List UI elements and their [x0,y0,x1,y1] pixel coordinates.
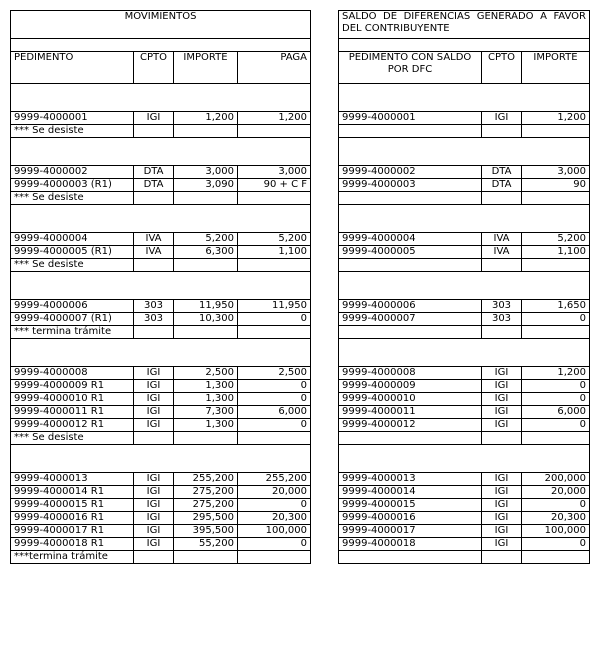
empty-cell [134,192,174,205]
cpto-cell: IGI [134,538,174,551]
cpto-cell: IGI [134,473,174,486]
cpto-cell: IVA [482,233,522,246]
empty-cell [238,192,311,205]
paga-header: PAGA [238,52,311,84]
empty-cell [134,551,174,564]
gap-row [11,84,311,112]
pedimento-cell: 9999-4000009 R1 [11,380,134,393]
pedimento-saldo-cell: 9999-4000016 [339,512,482,525]
paga-cell: 2,500 [238,367,311,380]
note-cell: *** Se desiste [11,432,134,445]
pedimento-saldo-cell: 9999-4000003 [339,179,482,192]
saldo-row [339,486,590,499]
empty-cell [339,192,482,205]
saldo-table [338,10,590,564]
note-row [339,326,590,339]
cpto-cell: IGI [134,367,174,380]
spacer [339,39,590,52]
saldo-row [339,233,590,246]
empty-cell [522,326,590,339]
cpto-cell: IGI [134,380,174,393]
movimiento-row [11,313,311,326]
gap-row [339,138,590,166]
gap [339,272,590,300]
empty-cell [339,551,482,564]
pedimento-cell: 9999-4000007 (R1) [11,313,134,326]
saldo-row [339,406,590,419]
importe-cell: 395,500 [174,525,238,538]
pedimento-header: PEDIMENTO [11,52,134,84]
cpto-cell: IGI [482,380,522,393]
cpto-cell: IGI [482,486,522,499]
importe-cell: 7,300 [174,406,238,419]
empty-cell [174,259,238,272]
title-row [11,11,311,39]
movimiento-row [11,499,311,512]
empty-cell [238,432,311,445]
spacer [11,39,311,52]
gap [339,445,590,473]
cpto-cell: 303 [482,300,522,313]
importe-cell: 275,200 [174,499,238,512]
empty-cell [339,432,482,445]
movimiento-row [11,367,311,380]
cpto-cell: 303 [482,313,522,326]
empty-cell [482,259,522,272]
importe-saldo-cell: 20,300 [522,512,590,525]
pedimento-saldo-cell: 9999-4000015 [339,499,482,512]
pedimento-cell: 9999-4000011 R1 [11,406,134,419]
note-row [11,432,311,445]
saldo-row [339,419,590,432]
paga-cell: 20,300 [238,512,311,525]
note-row [11,192,311,205]
paga-cell: 5,200 [238,233,311,246]
importe-saldo-cell: 3,000 [522,166,590,179]
cpto-cell: IGI [134,499,174,512]
importe-cell: 3,090 [174,179,238,192]
empty-cell [238,326,311,339]
paga-cell: 255,200 [238,473,311,486]
importe-saldo-cell: 200,000 [522,473,590,486]
importe-saldo-cell: 0 [522,313,590,326]
cpto-cell: IVA [482,246,522,259]
gap [11,138,311,166]
pedimento-saldo-cell: 9999-4000001 [339,112,482,125]
empty-cell [238,125,311,138]
cpto-cell: IGI [482,393,522,406]
saldo-row [339,512,590,525]
importe-cell: 11,950 [174,300,238,313]
saldo-row [339,166,590,179]
pedimento-cell: 9999-4000010 R1 [11,393,134,406]
saldo-row [339,300,590,313]
saldo-row [339,380,590,393]
importe-saldo-cell: 5,200 [522,233,590,246]
note-row [11,326,311,339]
cpto-cell: DTA [134,179,174,192]
importe-cell: 10,300 [174,313,238,326]
pedimento-cell: 9999-4000003 (R1) [11,179,134,192]
pedimento-cell: 9999-4000012 R1 [11,419,134,432]
movimiento-row [11,525,311,538]
cpto-header: CPTO [134,52,174,84]
paga-cell: 90 + C F [238,179,311,192]
importe-cell: 1,200 [174,112,238,125]
gap-row [339,84,590,112]
movimiento-row [11,406,311,419]
importe-saldo-cell: 6,000 [522,406,590,419]
movimientos-table [10,10,311,564]
empty-cell [522,125,590,138]
cpto-cell: IGI [482,473,522,486]
importe-saldo-cell: 1,200 [522,367,590,380]
movimiento-row [11,419,311,432]
empty-cell [134,326,174,339]
gap-row [11,138,311,166]
movimiento-row [11,380,311,393]
header-row [11,52,311,84]
importe-saldo-cell: 0 [522,499,590,512]
gap [11,272,311,300]
gap-row [339,445,590,473]
movimiento-row [11,233,311,246]
cpto-cell: IGI [134,525,174,538]
gap [11,445,311,473]
note-row [339,432,590,445]
pedimento-saldo-cell: 9999-4000010 [339,393,482,406]
pedimento-saldo-cell: 9999-4000002 [339,166,482,179]
paga-cell: 1,100 [238,246,311,259]
spacer-row [339,39,590,52]
saldo-row [339,246,590,259]
cpto-cell: 303 [134,300,174,313]
movimiento-row [11,538,311,551]
movimiento-row [11,473,311,486]
pedimento-cell: 9999-4000014 R1 [11,486,134,499]
gap [339,138,590,166]
empty-cell [522,551,590,564]
saldo-row [339,499,590,512]
gap-row [339,205,590,233]
movimiento-row [11,166,311,179]
gap-row [11,339,311,367]
empty-cell [482,326,522,339]
importe-header: IMPORTE [522,52,590,84]
note-cell: ***termina trámite [11,551,134,564]
pedimento-saldo-cell: 9999-4000009 [339,380,482,393]
pedimento-saldo-cell: 9999-4000012 [339,419,482,432]
cpto-cell: IGI [482,419,522,432]
paga-cell: 0 [238,499,311,512]
importe-saldo-cell: 0 [522,419,590,432]
importe-saldo-cell: 1,650 [522,300,590,313]
paga-cell: 0 [238,538,311,551]
gap-row [11,205,311,233]
pedimento-saldo-cell: 9999-4000017 [339,525,482,538]
note-cell: *** Se desiste [11,259,134,272]
cpto-cell: IGI [482,499,522,512]
importe-cell: 1,300 [174,419,238,432]
empty-cell [134,125,174,138]
empty-cell [134,432,174,445]
paga-cell: 0 [238,313,311,326]
empty-cell [482,551,522,564]
cpto-cell: IGI [482,525,522,538]
movimiento-row [11,486,311,499]
cpto-cell: DTA [482,166,522,179]
importe-cell: 5,200 [174,233,238,246]
importe-cell: 6,300 [174,246,238,259]
cpto-cell: IGI [134,393,174,406]
pedimento-cell: 9999-4000001 [11,112,134,125]
cpto-cell: IGI [134,419,174,432]
movimiento-row [11,112,311,125]
importe-saldo-cell: 100,000 [522,525,590,538]
importe-cell: 1,300 [174,393,238,406]
cpto-cell: IGI [134,512,174,525]
cpto-cell: IGI [134,406,174,419]
cpto-cell: IGI [482,538,522,551]
pedimento-cell: 9999-4000016 R1 [11,512,134,525]
saldo-row [339,367,590,380]
paga-cell: 6,000 [238,406,311,419]
pedimento-cell: 9999-4000006 [11,300,134,313]
empty-cell [339,326,482,339]
cpto-cell: 303 [134,313,174,326]
paga-cell: 11,950 [238,300,311,313]
pedimento-cell: 9999-4000013 [11,473,134,486]
empty-cell [174,551,238,564]
importe-cell: 275,200 [174,486,238,499]
cpto-cell: IGI [482,112,522,125]
note-cell: *** Se desiste [11,192,134,205]
importe-cell: 3,000 [174,166,238,179]
empty-cell [339,259,482,272]
movimiento-row [11,300,311,313]
saldo-row [339,473,590,486]
saldo-title: SALDO DE DIFERENCIAS GENERADO A FAVOR DEL CONTRIBUYENTE [339,11,590,39]
pedimento-cell: 9999-4000017 R1 [11,525,134,538]
cpto-cell: IGI [482,406,522,419]
saldo-row [339,538,590,551]
note-row [339,125,590,138]
pedimento-saldo-cell: 9999-4000008 [339,367,482,380]
cpto-cell: IVA [134,246,174,259]
importe-cell: 2,500 [174,367,238,380]
gap-row [11,272,311,300]
pedimento-saldo-cell: 9999-4000014 [339,486,482,499]
empty-cell [174,432,238,445]
importe-cell: 255,200 [174,473,238,486]
paga-cell: 0 [238,380,311,393]
importe-saldo-cell: 0 [522,380,590,393]
importe-header: IMPORTE [174,52,238,84]
empty-cell [174,125,238,138]
importe-cell: 1,300 [174,380,238,393]
empty-cell [174,326,238,339]
pedimento-saldo-cell: 9999-4000006 [339,300,482,313]
paga-cell: 0 [238,419,311,432]
cpto-cell: IGI [134,486,174,499]
saldo-row [339,112,590,125]
empty-cell [238,551,311,564]
title-row [339,11,590,39]
gap [339,84,590,112]
importe-saldo-cell: 1,100 [522,246,590,259]
movimiento-row [11,512,311,525]
saldo-row [339,525,590,538]
movimientos-title: MOVIMIENTOS [11,11,311,39]
cpto-cell: DTA [482,179,522,192]
cpto-cell: DTA [134,166,174,179]
saldo-row [339,393,590,406]
cpto-cell: IGI [134,112,174,125]
empty-cell [482,432,522,445]
paga-cell: 100,000 [238,525,311,538]
importe-cell: 55,200 [174,538,238,551]
gap-row [11,445,311,473]
gap [11,339,311,367]
paga-cell: 0 [238,393,311,406]
pedimento-saldo-cell: 9999-4000004 [339,233,482,246]
empty-cell [482,125,522,138]
saldo-row [339,179,590,192]
pedimento-saldo-cell: 9999-4000005 [339,246,482,259]
pedimento-saldo-cell: 9999-4000013 [339,473,482,486]
note-row [339,551,590,564]
saldo-row [339,313,590,326]
empty-cell [339,125,482,138]
paga-cell: 3,000 [238,166,311,179]
note-cell: *** termina trámite [11,326,134,339]
gap-row [339,272,590,300]
movimiento-row [11,246,311,259]
gap-row [339,339,590,367]
pedimento-cell: 9999-4000004 [11,233,134,246]
movimiento-row [11,393,311,406]
movimiento-row [11,179,311,192]
importe-saldo-cell: 90 [522,179,590,192]
cpto-cell: IVA [134,233,174,246]
note-row [339,259,590,272]
empty-cell [522,192,590,205]
empty-cell [134,259,174,272]
header-row [339,52,590,84]
empty-cell [522,432,590,445]
gap [11,84,311,112]
pedimento-saldo-cell: 9999-4000007 [339,313,482,326]
empty-cell [522,259,590,272]
spacer-row [11,39,311,52]
gap [11,205,311,233]
importe-saldo-cell: 1,200 [522,112,590,125]
empty-cell [238,259,311,272]
importe-saldo-cell: 0 [522,393,590,406]
note-row [11,259,311,272]
pedimento-saldo-header: PEDIMENTO CON SALDO POR DFC [339,52,482,84]
pedimento-cell: 9999-4000002 [11,166,134,179]
importe-saldo-cell: 0 [522,538,590,551]
note-row [11,551,311,564]
pedimento-saldo-cell: 9999-4000011 [339,406,482,419]
paga-cell: 20,000 [238,486,311,499]
pedimento-cell: 9999-4000018 R1 [11,538,134,551]
empty-cell [482,192,522,205]
pedimento-cell: 9999-4000008 [11,367,134,380]
importe-cell: 295,500 [174,512,238,525]
empty-cell [174,192,238,205]
cpto-cell: IGI [482,512,522,525]
note-row [339,192,590,205]
gap [339,339,590,367]
gap [339,205,590,233]
pedimento-cell: 9999-4000015 R1 [11,499,134,512]
paga-cell: 1,200 [238,112,311,125]
note-cell: *** Se desiste [11,125,134,138]
pedimento-cell: 9999-4000005 (R1) [11,246,134,259]
cpto-cell: IGI [482,367,522,380]
note-row [11,125,311,138]
importe-saldo-cell: 20,000 [522,486,590,499]
cpto-header: CPTO [482,52,522,84]
pedimento-saldo-cell: 9999-4000018 [339,538,482,551]
